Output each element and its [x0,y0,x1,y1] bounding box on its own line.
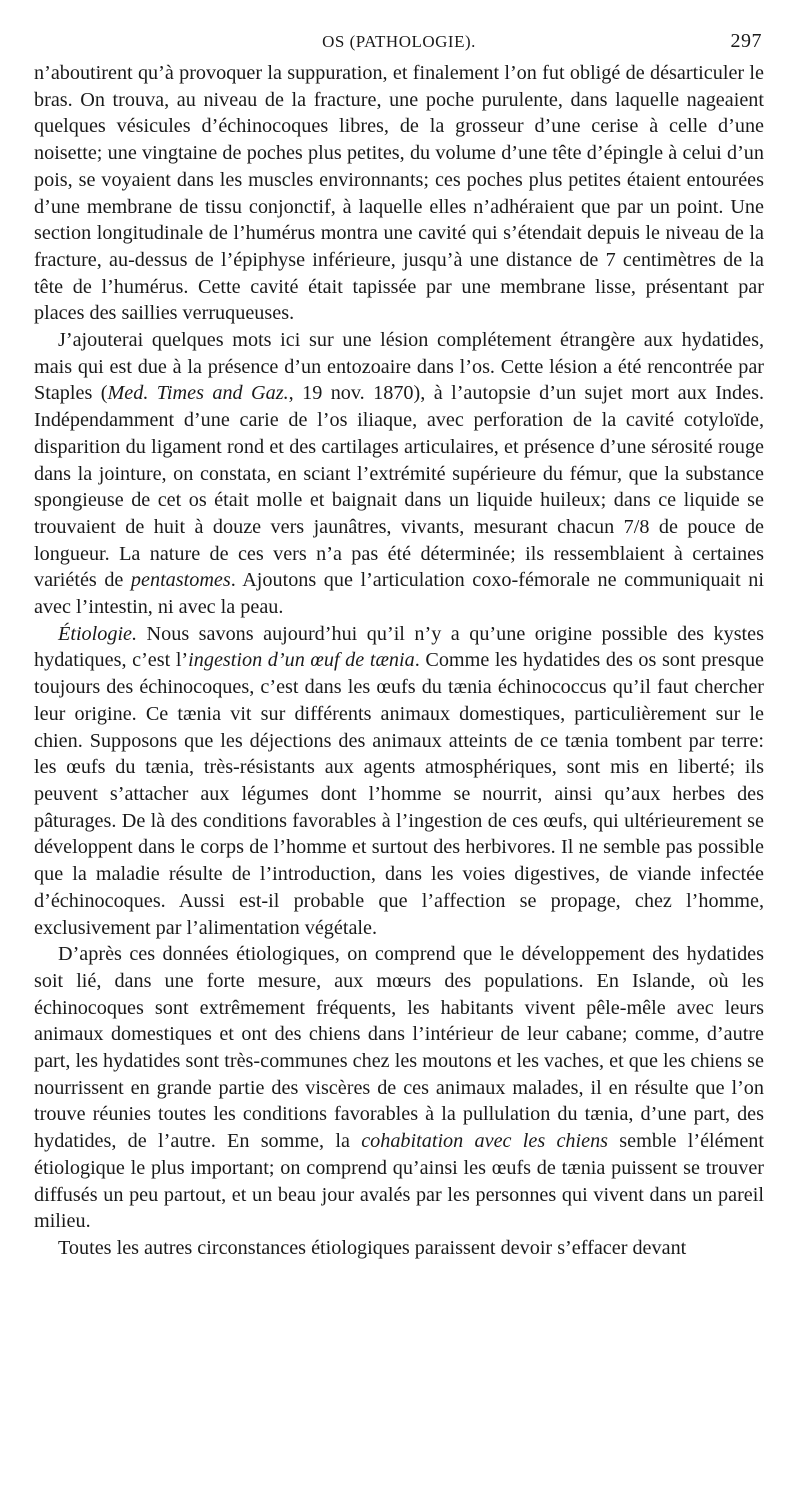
paragraph-1 [34,60,764,327]
paragraph-text: . Comme les hydatides des os sont presque toujours des échinocoques, c’est dans les œufs du tænia échinococcus qu’il faut chercher leur origine. Ce tænia vit sur différents animaux domestiques, particulièrement sur le chien. Supposons que les déjections des animaux atteints de ce tænia tombent par terre: les œufs du tænia, très-résistants aux agents atmosphériques, sont mis en liberté; ils peuvent s’attacher aux légumes dont l’homme se nourrit, ainsi qu’aux herbes des pâturages. De là des conditions favorables à l’ingestion de ces œufs, qui ultérieurement se développent dans le corps de l’homme et surtout des herbivores. Il ne semble pas possible que la maladie résulte de l’introduction, dans les voies digestives, de viande infectée d’échinocoques. Aussi est-il probable que l’affection se propage, chez l’homme, exclusivement par l’alimentation végétale. [34,649,764,939]
section-heading-etiologie: Étiologie. [58,622,138,645]
paragraph-text: , 19 nov. 1870), à l’autopsie d’un sujet mort aux Indes. Indépendamment d’une carie de l’os iliaque, avec perforation de la cavité cotyloïde, disparition du ligament rond et des cartilages articulaires, et présence d’une sérosité rouge dans la jointure, on constata, en sciant l’extrémité supérieure du fémur, que la substance spongieuse de cet os était molle et baignait dans un liquide huileux; dans ce liquide se trouvaient de huit à douze vers jaunâtres, vivants, mesurant chacun 7/8 de pouce de longueur. La nature de ces vers n’a pas été déterminée; ils ressemblaient à certaines variétés de [34,382,764,592]
paragraph-text: J’ajouterai quelques mots ici sur une lésion complétement étrangère aux hydatides, mais qui est due à la présence d’un entozoaire dans l’os. Cette lésion a été rencontrée par Staples ( [34,329,764,405]
italic-term: ingestion d’un œuf de tænia [188,649,415,672]
body-text [34,60,764,1262]
running-head [34,30,764,60]
paragraph-text: Nous savons aujourd’hui qu’il n’y a qu’une origine possible des kystes hydatiques, c’est l’ [34,622,764,672]
paragraph-3 [34,621,764,941]
running-title: OS (PATHOLOGIE). [322,32,476,51]
paragraph-4 [34,941,764,1235]
citation-title: Med. Times and Gaz. [107,382,289,405]
page-number: 297 [730,30,762,52]
italic-term: cohabitation avec les chiens [361,1130,609,1153]
paragraph-2 [34,327,764,621]
paragraph-text: semble l’élément étiologique le plus important; on comprend qu’ainsi les œufs de tænia puissent se trouver diffusés un peu partout, et un beau jour avalés par les personnes qui vivent dans un pareil milieu. [34,1130,764,1233]
paragraph-text: D’après ces données étiologiques, on comprend que le développement des hydatides soit lié, dans une forte mesure, aux mœurs des populations. En Islande, où les échinocoques sont extrêmement fréquents, les habitants vivent pêle-mêle avec leurs animaux domestiques et ont des chiens dans l’intérieur de leur cabane; comme, d’autre part, les hydatides sont très-communes chez les moutons et les vaches, et que les chiens se nourrissent en grande partie des viscères de ces animaux malades, il en résulte que l’on trouve réunies toutes les conditions favorables à la pullulation du tænia, d’une part, des hydatides, de l’autre. En somme, la [34,943,764,1153]
italic-term: pentastomes [130,569,231,592]
book-page [34,30,764,1262]
paragraph-5 [34,1235,764,1262]
paragraph-text: Toutes les autres circonstances étiologiques paraissent devoir s’effacer devant [58,1236,687,1259]
paragraph-text: . Ajoutons que l’articulation coxo-fémorale ne communiquait ni avec l’intestin, ni avec la peau. [34,569,764,619]
paragraph-text: n’aboutirent qu’à provoquer la suppuration, et finalement l’on fut obligé de désarticuler le bras. On trouva, au niveau de la fracture, une poche purulente, dans laquelle nageaient quelques vésicules d’échinocoques libres, de la grosseur d’une cerise à celle d’une noisette; une vingtaine de poches plus petites, du volume d’une tête d’épingle à celui d’un pois, se voyaient dans les muscles environnants; ces poches plus petites étaient entourées d’une membrane de tissu conjonctif, à laquelle elles n’adhéraient que par un point. Une section longitudinale de l’humérus montra une cavité qui s’étendait depuis le niveau de la fracture, au-dessus de l’épiphyse inférieure, jusqu’à une distance de 7 centimètres de la tête de l’humérus. Cette cavité était tapissée par une membrane lisse, présentant par places des saillies verruqueuses. [34,62,764,325]
